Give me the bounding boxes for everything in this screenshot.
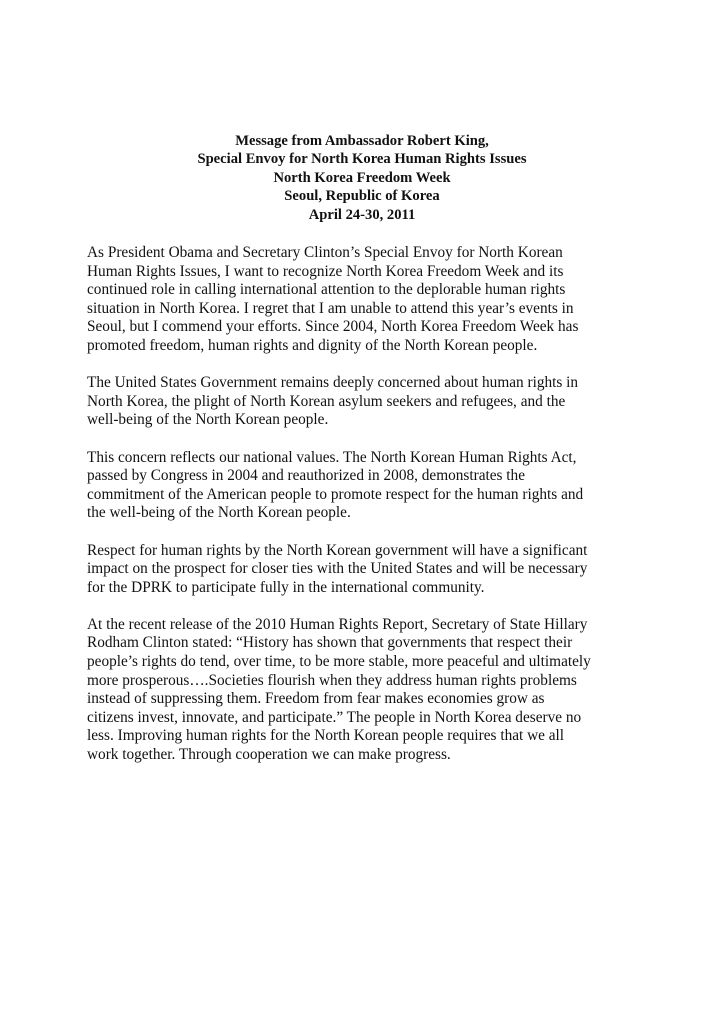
text-line: At the recent release of the 2010 Human Rights Report, Secretary of State Hillary	[87, 615, 588, 633]
text-line: Respect for human rights by the North Korean government will have a significant	[87, 541, 588, 559]
text-line: citizens invest, innovate, and participate.” The people in North Korea deserve no	[87, 708, 582, 726]
text-line: people’s rights do tend, over time, to be more stable, more peaceful and ultimately	[87, 653, 591, 671]
text-line: This concern reflects our national values. The North Korean Human Rights Act,	[87, 448, 577, 466]
paragraph-recognition	[87, 244, 662, 356]
text-line: work together. Through cooperation we can make progress.	[87, 746, 451, 764]
heading-line-location: Seoul, Republic of Korea	[284, 188, 440, 205]
text-line: Rodham Clinton stated: “History has shown that governments that respect their	[87, 634, 573, 652]
text-line: situation in North Korea. I regret that I am unable to attend this year’s events in	[87, 299, 574, 317]
heading-line-title: Special Envoy for North Korea Human Rights Issues	[197, 151, 527, 168]
paragraph-respect	[87, 542, 662, 598]
heading-line-date: April 24-30, 2011	[308, 206, 416, 223]
text-line: more prosperous….Societies flourish when they address human rights problems	[87, 671, 577, 689]
text-line: well-being of the North Korean people.	[87, 411, 329, 429]
text-line: Human Rights Issues, I want to recognize North Korea Freedom Week and its	[87, 262, 564, 280]
paragraph-values	[87, 449, 662, 523]
text-line: Seoul, but I commend your efforts. Since 2004, North Korea Freedom Week has	[87, 318, 579, 336]
text-line: the well-being of the North Korean people.	[87, 504, 351, 522]
heading-line-event: North Korea Freedom Week	[273, 169, 451, 186]
text-line: commitment of the American people to promote respect for the human rights and	[87, 485, 584, 503]
text-line: impact on the prospect for closer ties with the United States and will be necessary	[87, 560, 588, 578]
text-line: passed by Congress in 2004 and reauthorized in 2008, demonstrates the	[87, 467, 525, 485]
text-line: less. Improving human rights for the North Korean people requires that we all	[87, 727, 565, 745]
text-line: instead of suppressing them. Freedom from fear makes economies grow as	[87, 690, 545, 708]
text-line: continued role in calling international attention to the deplorable human rights	[87, 281, 566, 299]
heading-line-sender: Message from Ambassador Robert King,	[235, 133, 489, 149]
text-line: The United States Government remains deeply concerned about human rights in	[87, 374, 579, 392]
letter-body	[87, 244, 662, 783]
text-line: North Korea, the plight of North Korean asylum seekers and refugees, and the	[87, 392, 566, 410]
paragraph-quote	[87, 616, 662, 765]
text-line: As President Obama and Secretary Clinton’s Special Envoy for North Korean	[87, 244, 563, 261]
text-line: promoted freedom, human rights and dignity of the North Korean people.	[87, 336, 538, 354]
letter-heading	[0, 132, 724, 224]
paragraph-concern	[87, 374, 662, 430]
text-line: for the DPRK to participate fully in the international community.	[87, 578, 485, 596]
